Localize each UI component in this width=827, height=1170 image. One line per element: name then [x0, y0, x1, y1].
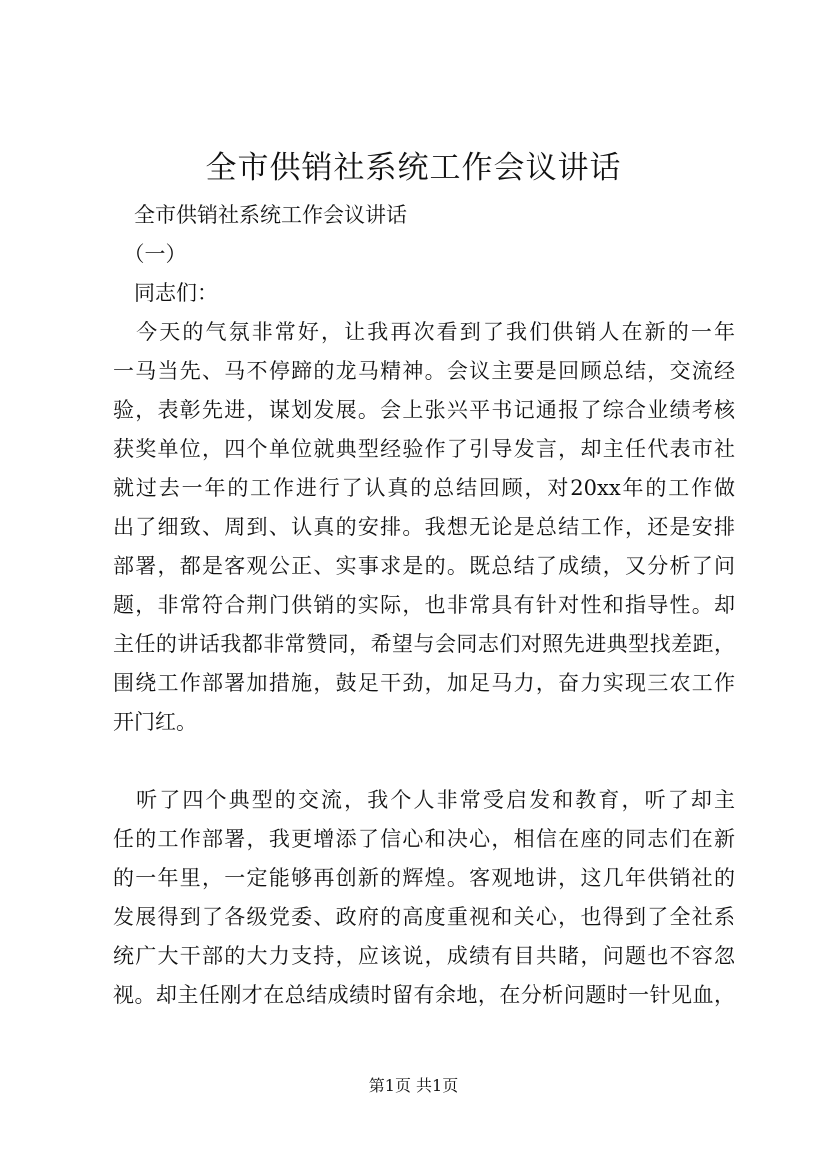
- page-footer: 第1页 共1页: [368, 1076, 459, 1095]
- paragraph-line: 听了四个典型的交流，我个人非常受启发和教育，听了却主: [113, 788, 735, 812]
- document-body: [113, 196, 735, 1015]
- paragraph-line: 获奖单位，四个单位就典型经验作了引导发言，却主任代表市社: [113, 437, 735, 461]
- paragraph-line: 的一年里，一定能够再创新的辉煌。客观地讲，这几年供销社的: [113, 866, 735, 890]
- section-number-line: （一）: [113, 242, 187, 266]
- blank-line: [113, 742, 735, 781]
- paragraph-line: 任的工作部署，我更增添了信心和决心，相信在座的同志们在新: [113, 827, 735, 851]
- salutation-line: 同志们：: [113, 281, 218, 305]
- paragraph-line: 部署，都是客观公正、实事求是的。既总结了成绩，又分析了问: [113, 554, 735, 578]
- paragraph-line: 统广大干部的大力支持，应该说，成绩有目共睹，问题也不容忽: [113, 944, 735, 968]
- subtitle-line: 全市供销社系统工作会议讲话: [113, 203, 407, 227]
- paragraph-line: 开门红。: [113, 710, 197, 734]
- paragraph-line: 出了细致、周到、认真的安排。我想无论是总结工作，还是安排: [113, 515, 735, 539]
- paragraph-line: 验，表彰先进，谋划发展。会上张兴平书记通报了综合业绩考核: [113, 398, 735, 422]
- paragraph-line: 今天的气氛非常好，让我再次看到了我们供销人在新的一年: [113, 320, 735, 344]
- paragraph-line: 主任的讲话我都非常赞同，希望与会同志们对照先进典型找差距，: [113, 632, 735, 656]
- paragraph-line: 发展得到了各级党委、政府的高度重视和关心，也得到了全社系: [113, 905, 735, 929]
- document-title: 全市供销社系统工作会议讲话: [205, 150, 622, 186]
- paragraph-line: 视。却主任刚才在总结成绩时留有余地，在分析问题时一针见血，: [113, 983, 735, 1007]
- paragraph-line: 题，非常符合荆门供销的实际，也非常具有针对性和指导性。却: [113, 593, 735, 617]
- paragraph-line: 就过去一年的工作进行了认真的总结回顾，对20xx年的工作做: [113, 476, 735, 500]
- paragraph-line: 围绕工作部署加措施，鼓足干劲，加足马力，奋力实现三农工作: [113, 671, 735, 695]
- paragraph-line: 一马当先、马不停蹄的龙马精神。会议主要是回顾总结，交流经: [113, 359, 735, 383]
